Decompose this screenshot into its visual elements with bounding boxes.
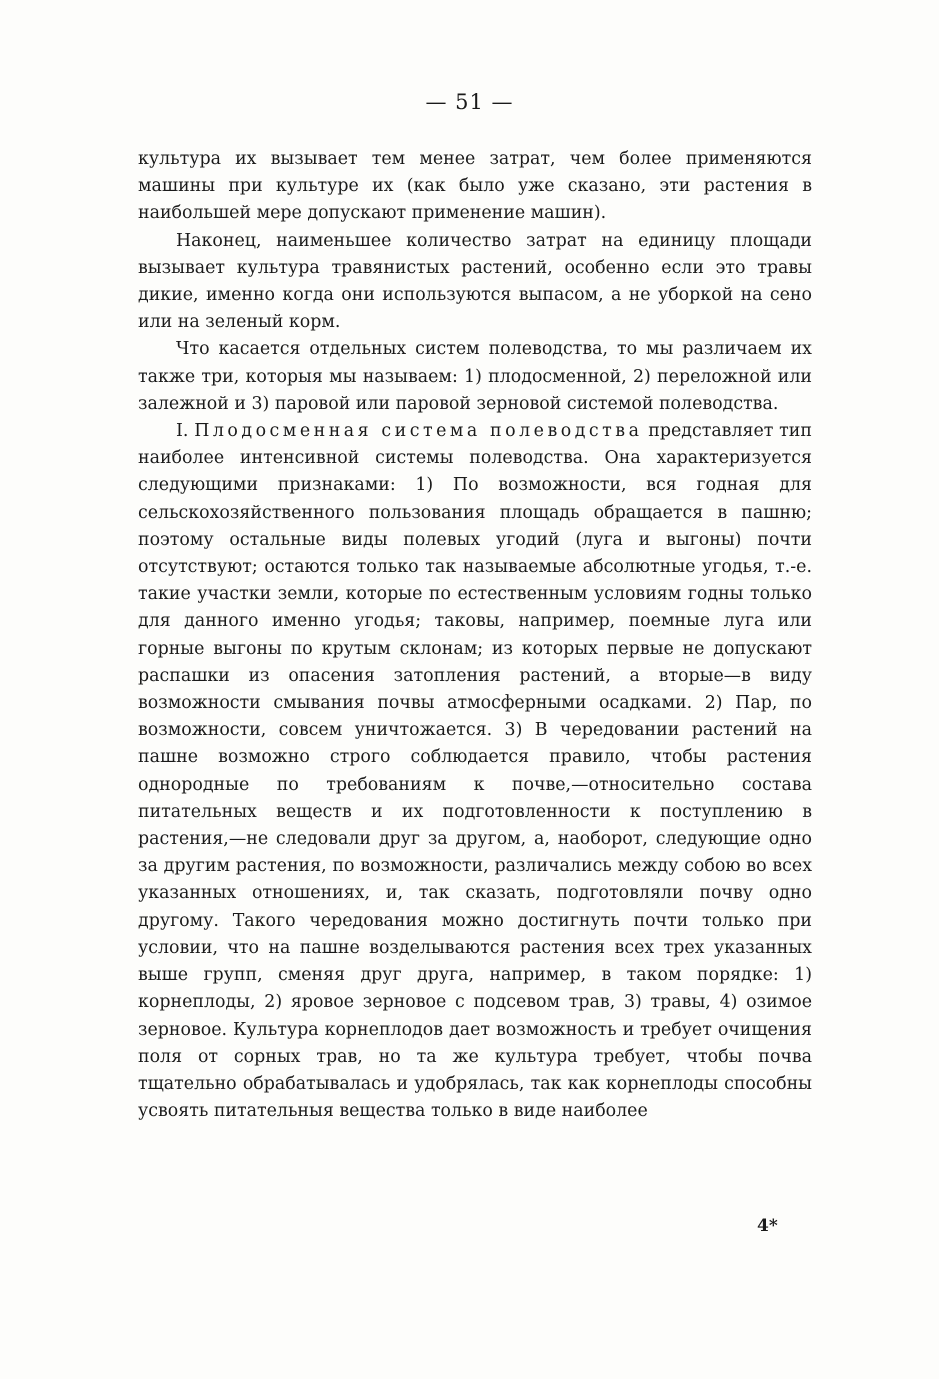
signature-mark: 4* bbox=[757, 1216, 778, 1236]
paragraph-continuation: культура их вызывает тем менее затрат, чем более применяются машины при культуре их (как было уже сказано, эти растения в наибольшей мере допускают применение машин). bbox=[138, 149, 812, 224]
body-text bbox=[138, 146, 812, 1125]
paragraph-grassland-costs: Наконец, наименьшее количество затрат на единицу площади вызывает культура травянистых растений, особенно если это травы дикие, именно когда они используются выпасом, а не уборкой на сено или на зеленый корм. bbox=[138, 230, 812, 333]
section-number: I. bbox=[176, 421, 195, 442]
paragraph-crop-rotation-system bbox=[138, 418, 812, 1125]
paragraph-field-systems: Что касается отдельных систем полеводства, то мы различаем их также три, которыя мы называем: 1) плодосменной, 2) переложной или залежной и 3) паровой или паровой зерновой системой полеводства. bbox=[138, 339, 812, 414]
page-number: — 51 — bbox=[425, 90, 514, 114]
section-heading-spaced: Плодосменная система полеводства bbox=[194, 421, 643, 442]
section-body: представляет тип наиболее интенсивной системы полеводства. Она характеризуется следующими признаками: 1) По возможности, вся годная для сельскохозяйственного пользования площадь обращается в пашню; поэтому остальные виды полевых угодий (луга и выгоны) почти отсутствуют; остаются только так называемые абсолютные угодья, т.-е. такие участки земли, которые по естественным условиям годны только для данного именно угодья; таковы, например, поемные луга или горные выгоны по крутым склонам; из которых первые не допускают распашки из опасения затопления растений, а вторые—в виду возможности смывания почвы атмосферными осадками. 2) Пар, по возможности, совсем уничтожается. 3) В чередовании растений на пашне возможно строго соблюдается правило, чтобы растения однородные по требованиям к почве,—относительно состава питательных веществ и их подготовленности к поступлению в растения,—не следовали друг за другом, а, наоборот, следующие одно за другим растения, по возможности, различались между собою во всех указанных отношениях, и, так сказать, подготовляли почву одно другому. Такого чередования можно достигнуть почти только при условии, что на пашне возделываются растения всех трех указанных выше групп, сменяя друг друга, например, в таком порядке: 1) корнеплоды, 2) яровое зерновое с подсевом трав, 3) травы, 4) озимое зерновое. Культура корнеплодов дает возможность и требует очищения поля от сорных трав, но та же культура требует, чтобы почва тщательно обрабатывалась и удобрялась, так как корнеплоды способны усвоять питательныя вещества только в виде наиболее bbox=[138, 421, 812, 1122]
